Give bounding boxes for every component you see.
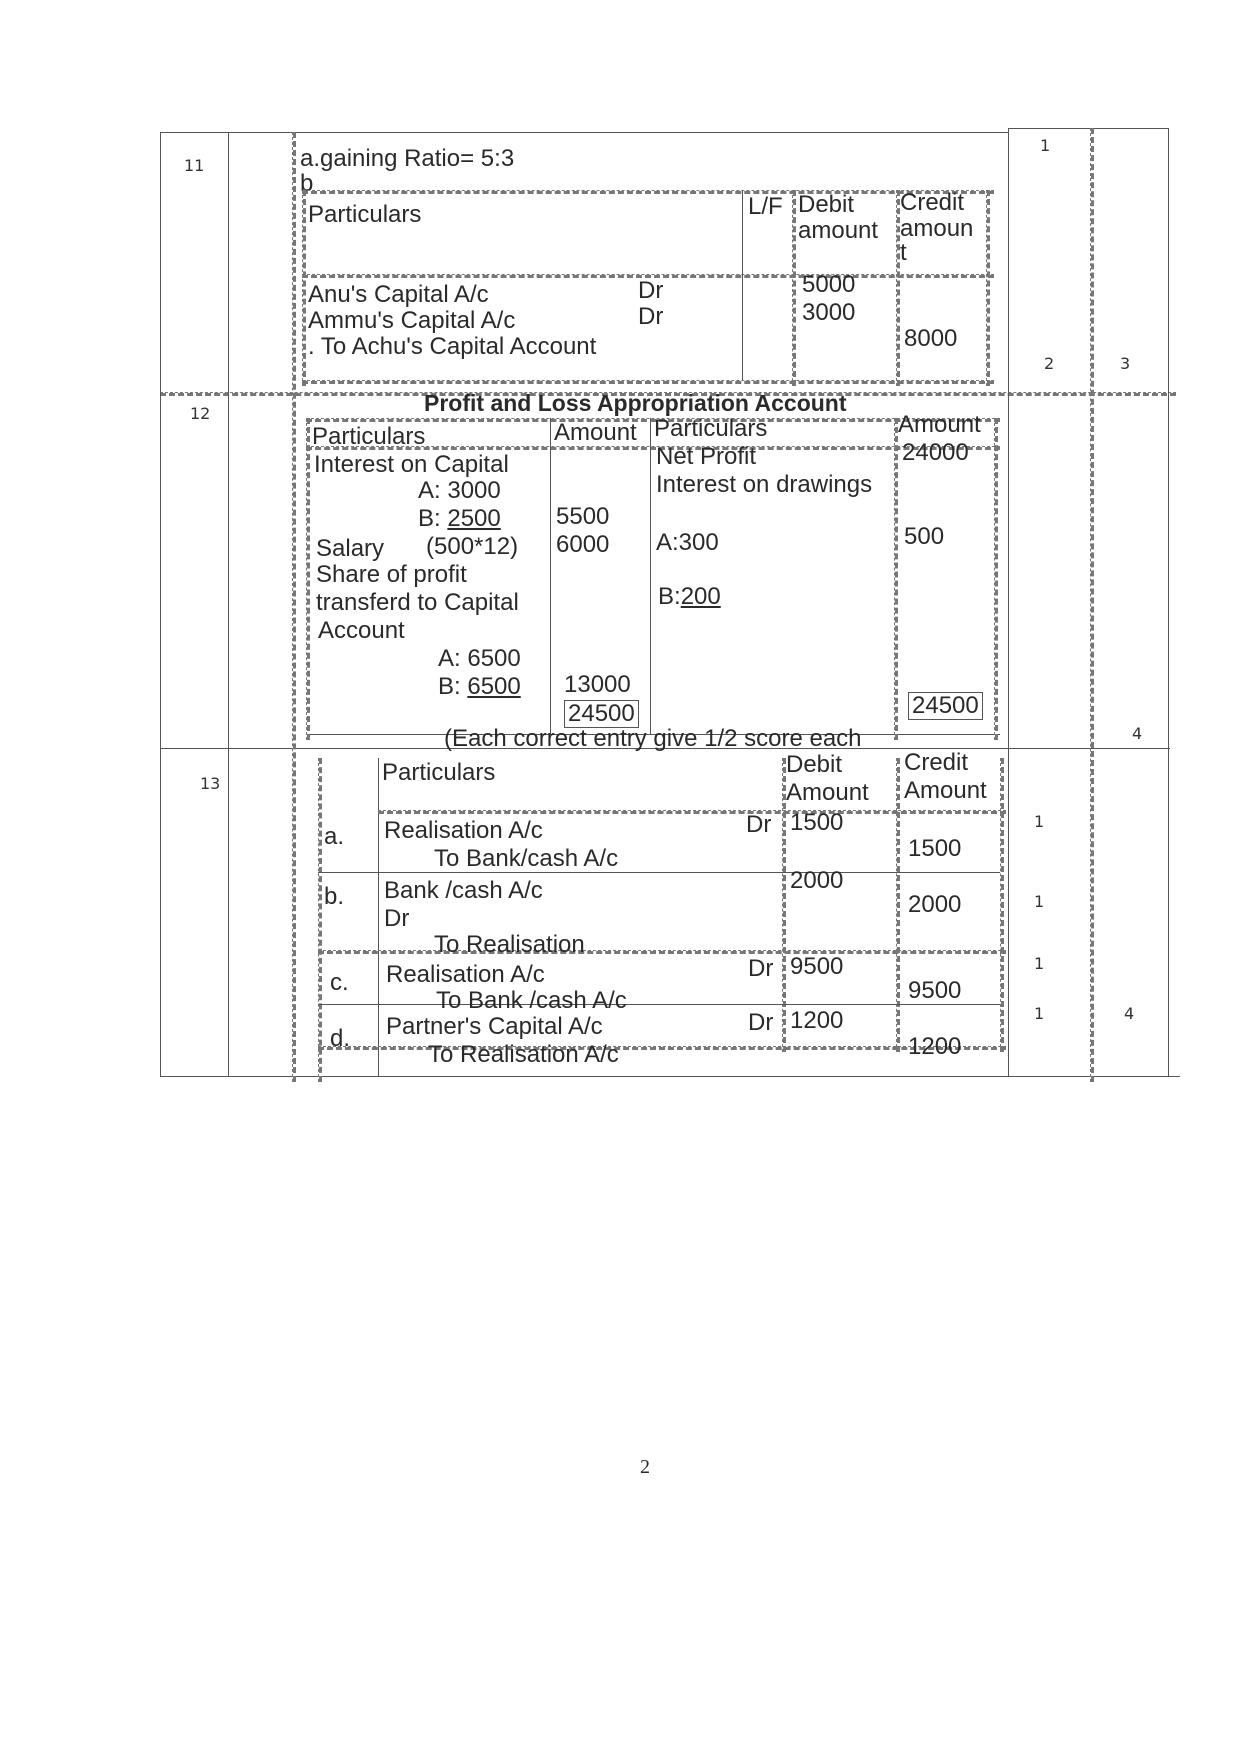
header-particulars: Particulars (382, 759, 496, 786)
entry-debit-account: Partner's Capital A/c (386, 1013, 603, 1040)
share-b: B: 6500 (438, 673, 521, 700)
entry-mark: 1 (1034, 812, 1045, 831)
header-amount-right: Amount (898, 411, 981, 438)
row-particulars: Anu's Capital A/c (308, 281, 489, 308)
header-debit-amount: Amount (786, 779, 869, 806)
salary-amount: 6000 (556, 531, 610, 558)
row-dr: Dr (638, 277, 664, 304)
entry-credit-account: To Bank/cash A/c (434, 845, 619, 872)
part-b-label: b (300, 170, 314, 197)
salary-calc: (500*12) (426, 533, 519, 560)
right-grand-total: 24500 (908, 692, 983, 720)
entry-mark: 1 (1034, 892, 1045, 911)
entry-credit-account: To Realisation (434, 931, 585, 958)
header-amount-left: Amount (554, 419, 637, 446)
header-credit-amount: amoun (900, 215, 974, 242)
entry-credit-account: To Bank /cash A/c (436, 987, 627, 1014)
header-particulars: Particulars (308, 201, 422, 228)
row-particulars: Ammu's Capital A/c (308, 307, 516, 334)
entry-credit-amount: 2000 (908, 891, 962, 918)
interest-on-capital: Interest on Capital (314, 451, 509, 478)
mark-total: 4 (1132, 724, 1143, 743)
row-debit: 5000 (802, 271, 856, 298)
drawings-a: A:300 (656, 529, 719, 556)
entry-credit-amount: 1500 (908, 835, 962, 862)
interest-total: 5500 (556, 503, 610, 530)
page-number: 2 (640, 1456, 650, 1478)
entry-label: a. (324, 823, 345, 850)
entry-credit-amount: 9500 (908, 977, 962, 1004)
entry-debit-account: Bank /cash A/c (384, 877, 543, 904)
net-profit-amount: 24000 (902, 439, 969, 466)
header-credit-amount: Amount (904, 777, 987, 804)
header-particulars-right: Particulars (654, 415, 768, 442)
share-of-profit: Share of profit (316, 561, 467, 588)
header-lf: L/F (748, 193, 783, 220)
entry-dr: Dr (748, 1009, 774, 1036)
mark-total: 3 (1120, 354, 1131, 373)
entry-dr: Dr (384, 905, 410, 932)
question-number: 13 (200, 774, 221, 793)
row-debit: 3000 (802, 299, 856, 326)
entry-debit-amount: 1200 (790, 1007, 844, 1034)
interest-a: A: 3000 (418, 477, 501, 504)
header-credit: Credit (904, 749, 969, 776)
account-title: Profit and Loss Appropriation Account (424, 390, 847, 416)
net-profit: Net Profit (656, 443, 757, 470)
header-debit-amount: amount (798, 217, 879, 244)
drawings-b: B:200 (658, 583, 721, 610)
entry-debit-account: Realisation A/c (386, 961, 545, 988)
entry-mark: 1 (1034, 954, 1045, 973)
row-dr: Dr (638, 303, 664, 330)
entry-credit-account: To Realisation A/c (428, 1041, 619, 1068)
mark-part-a: 1 (1040, 136, 1051, 155)
question-number: 12 (190, 404, 211, 423)
share-a: A: 6500 (438, 645, 521, 672)
header-particulars-left: Particulars (312, 423, 426, 450)
entry-debit-amount: 2000 (790, 867, 844, 894)
interest-b-value: 2500 (447, 505, 501, 532)
entry-debit-amount: 9500 (790, 953, 844, 980)
salary-label: Salary (316, 535, 385, 562)
mark-part-b: 2 (1044, 354, 1055, 373)
entry-dr: Dr (748, 955, 774, 982)
left-grand-total: 24500 (564, 700, 639, 728)
header-debit: Debit (798, 191, 855, 218)
mark-total: 4 (1124, 1004, 1135, 1023)
drawings-total: 500 (904, 523, 945, 550)
row-particulars: . To Achu's Capital Account (308, 333, 597, 360)
interest-b: B: 2500 (418, 505, 501, 532)
gaining-ratio-text: a.gaining Ratio= 5:3 (300, 145, 515, 172)
interest-on-drawings: Interest on drawings (656, 471, 873, 498)
entry-dr: Dr (746, 811, 772, 838)
header-credit: Credit (900, 189, 965, 216)
share-of-profit-3: Account (318, 617, 405, 644)
entry-label: d. (330, 1025, 351, 1052)
entry-debit-amount: 1500 (790, 809, 844, 836)
row-credit: 8000 (904, 325, 958, 352)
header-debit: Debit (786, 751, 843, 778)
entry-label: c. (330, 969, 349, 996)
scoring-note: (Each correct entry give 1/2 score each (444, 725, 862, 752)
header-credit-amount-wrap: t (900, 239, 907, 266)
share-of-profit-2: transferd to Capital (316, 589, 519, 616)
share-total: 13000 (564, 671, 631, 698)
entry-label: b. (324, 883, 345, 910)
question-number: 11 (184, 156, 205, 175)
entry-credit-amount: 1200 (908, 1033, 962, 1060)
entry-debit-account: Realisation A/c (384, 817, 543, 844)
entry-mark: 1 (1034, 1004, 1045, 1023)
